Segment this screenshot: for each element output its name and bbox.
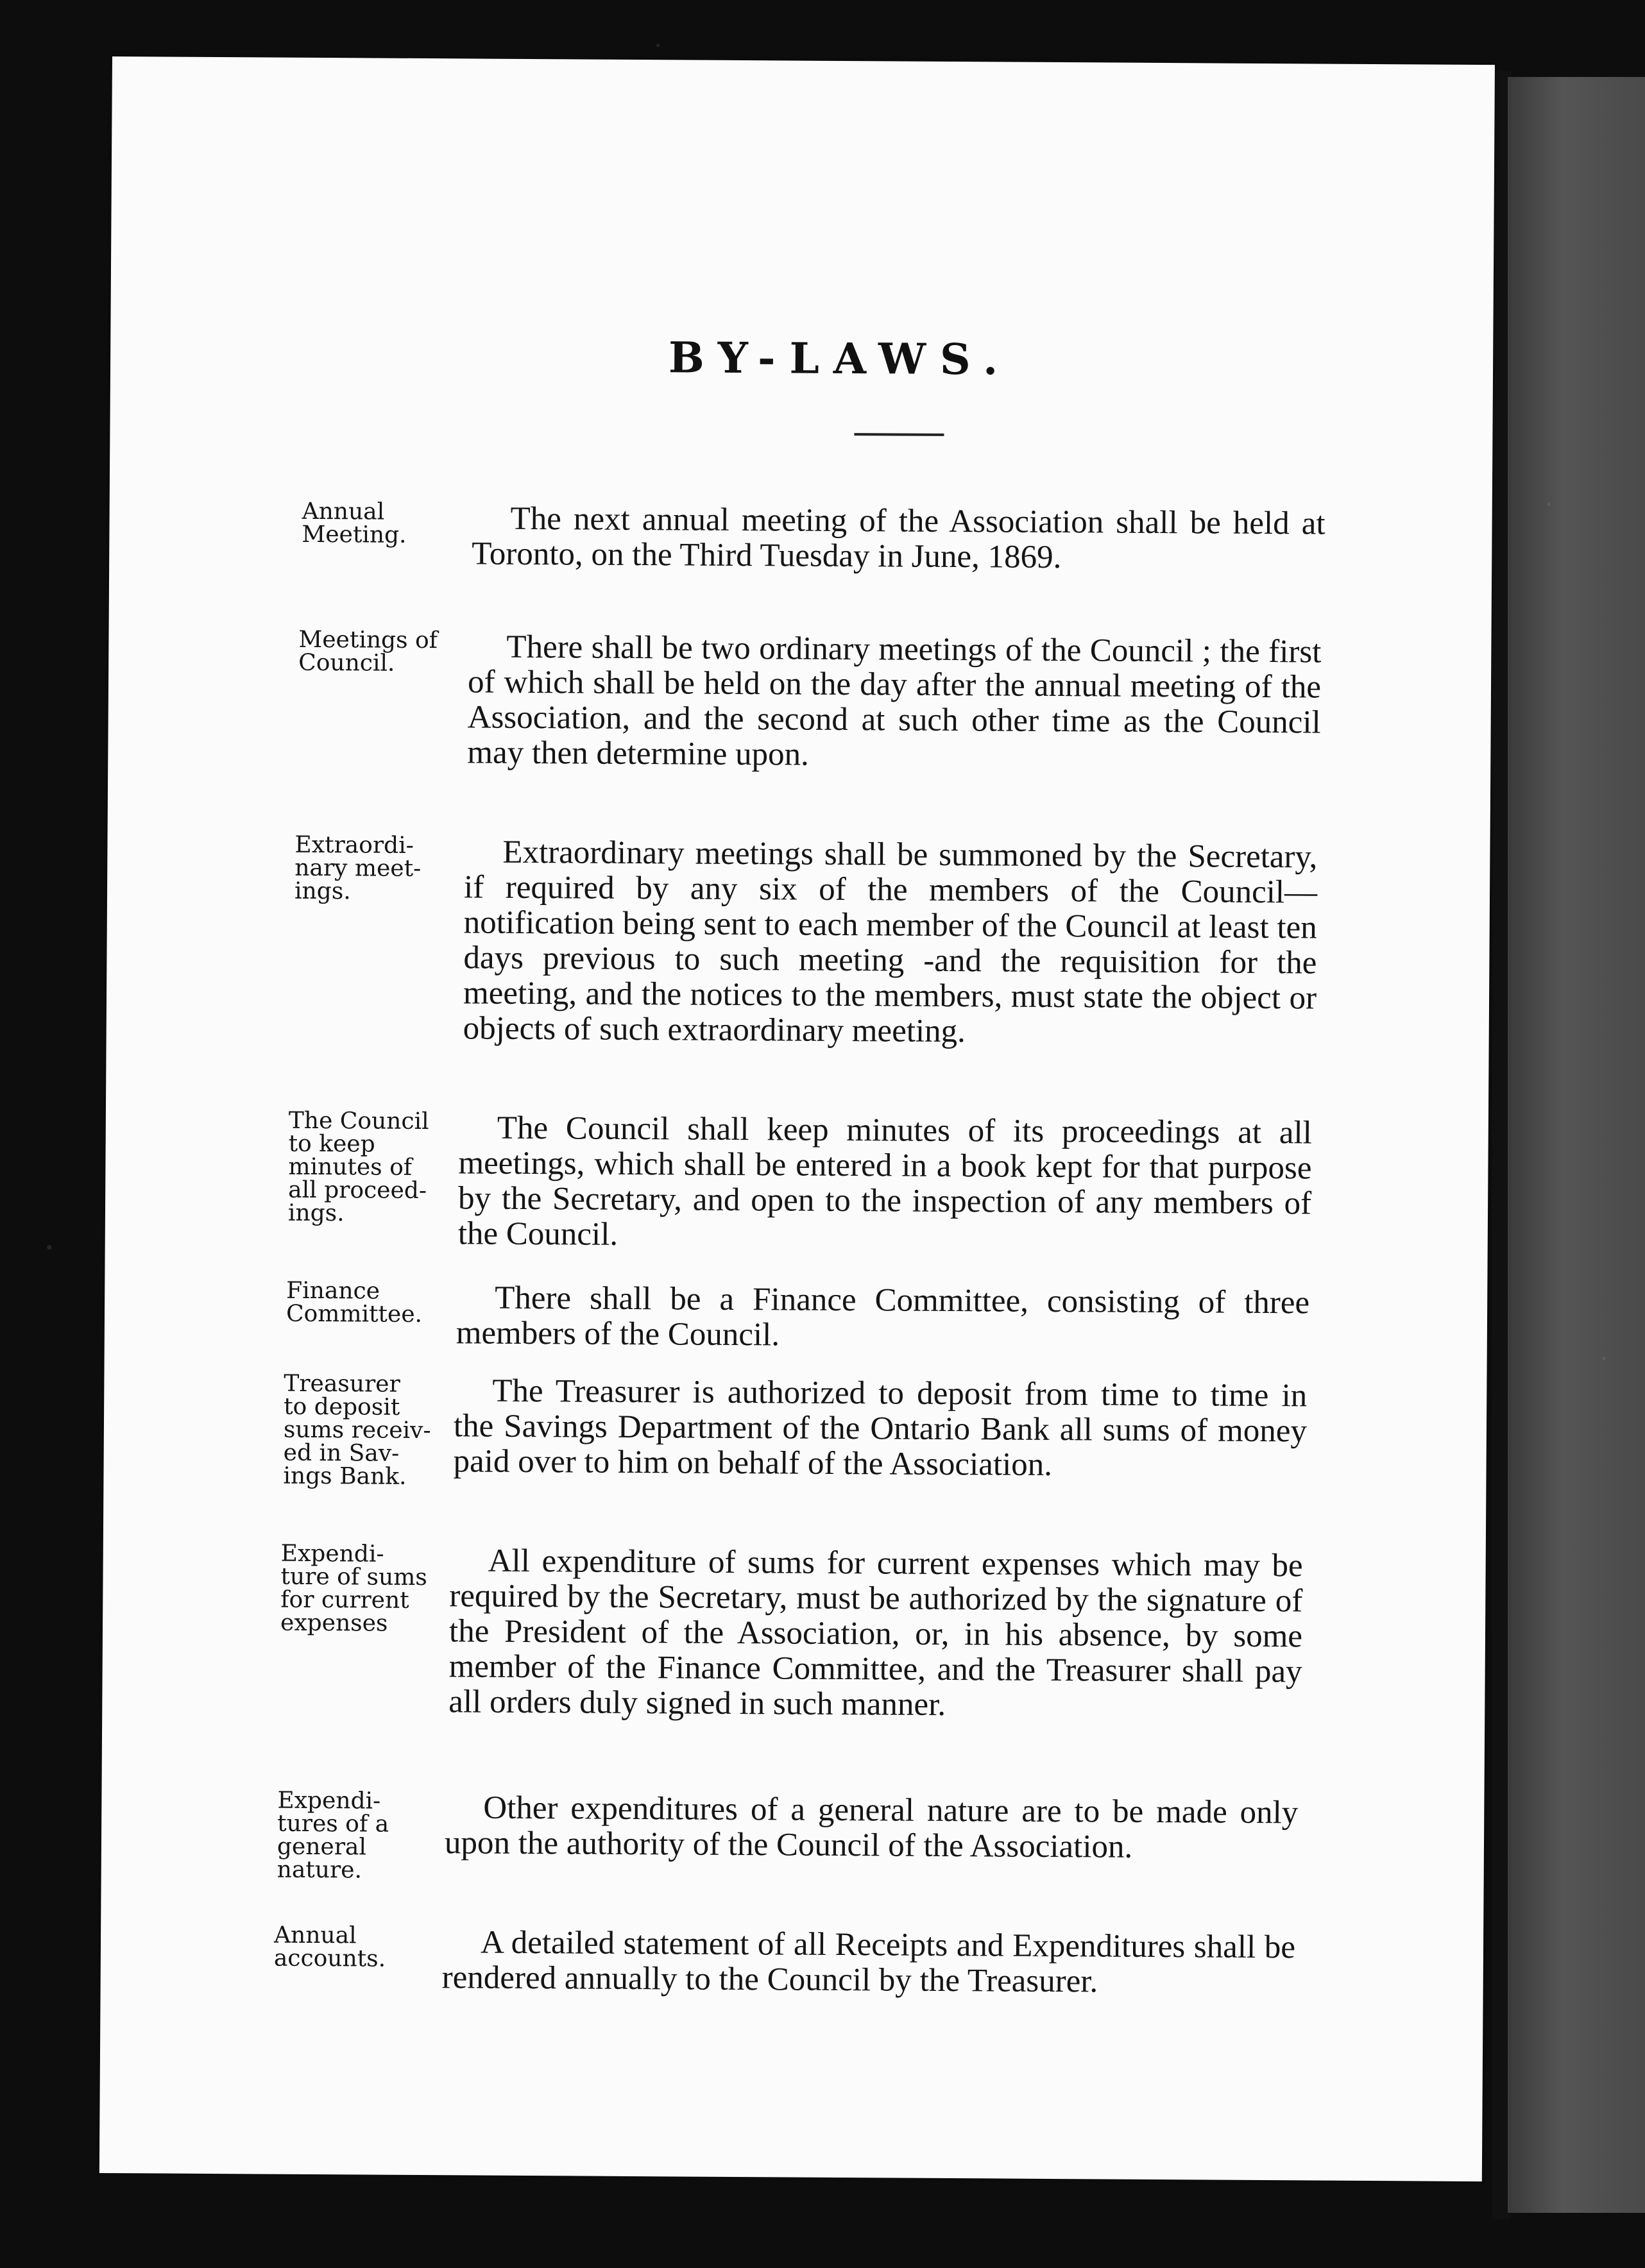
- paragraph: There shall be a Finance Committee, consisting of three members of the Council.: [456, 1280, 1310, 1353]
- margin-note: Extraordi- nary meet- ings.: [294, 831, 422, 905]
- margin-note: Meetings of Council.: [298, 626, 438, 677]
- section-council-minutes: [106, 1107, 1488, 1253]
- page-title: BY-LAWS.: [668, 332, 1012, 385]
- scanner-backing-board: [1508, 77, 1645, 2213]
- margin-note: Finance Committee.: [286, 1277, 423, 1328]
- margin-note: Annual Meeting.: [302, 498, 407, 548]
- paragraph: Extraordinary meetings shall be summoned by the Secretary, if required by any six of the members of the Council—notification being sent to each member of the Council at least ten days previous to such meeting -and the requisition for the meeting, and the notices to the members, must state the object or objects of such extraordinary meeting.: [463, 834, 1318, 1050]
- paragraph: There shall be two ordinary meetings of the Council ; the first of which shall be held on the day after the annual meeting of the Association, and the second at such other time as the Council may then determine upon.: [467, 629, 1322, 773]
- title-divider: [854, 433, 944, 436]
- section-treasurer-deposit: [104, 1370, 1487, 1490]
- margin-note: Expendi- ture of sums for current expenses: [280, 1540, 427, 1637]
- paragraph: The next annual meeting of the Association shall be held at Toronto, on the Third Tuesday in June, 1869.: [472, 500, 1325, 576]
- section-annual-meeting: [110, 498, 1492, 576]
- paragraph: A detailed statement of all Receipts and Expenditures shall be rendered annually to the Council by the Treasurer.: [441, 1924, 1296, 2000]
- section-meetings-of-council: [109, 626, 1492, 773]
- section-current-expenses: [103, 1540, 1486, 1723]
- section-annual-accounts: [101, 1922, 1483, 2000]
- document-page: [99, 56, 1495, 2181]
- section-general-expenditures: [102, 1787, 1485, 1884]
- margin-note: The Council to keep minutes of all proceed- ings.: [287, 1107, 429, 1227]
- margin-note: Expendi- tures of a general nature.: [277, 1787, 389, 1884]
- margin-note: Treasurer to deposit sums receiv- ed in Sav- ings Bank.: [283, 1370, 431, 1490]
- paragraph: The Council shall keep minutes of its proceedings at all meetings, which shall be entered in a book kept for that purpose by the Secretary, and open to the inspection of any members of the Council.: [457, 1110, 1312, 1253]
- margin-note: Annual accounts.: [273, 1922, 386, 1972]
- paragraph: All expenditure of sums for current expenses which may be required by the Secretary, must be authorized by the signature of the President of the Association, or, in his absence, by some member of the Finance Committee, and the Treasurer shall pay all orders duly signed in such manner.: [448, 1543, 1303, 1723]
- section-extraordinary-meetings: [108, 831, 1490, 1050]
- paragraph: Other expenditures of a general nature are to be made only upon the authority of the Council of the Association.: [444, 1790, 1299, 1865]
- section-finance-committee: [105, 1277, 1487, 1353]
- paragraph: The Treasurer is authorized to deposit from time to time in the Savings Department of the Ontario Bank all sums of money paid over to him on behalf of the Association.: [453, 1373, 1308, 1483]
